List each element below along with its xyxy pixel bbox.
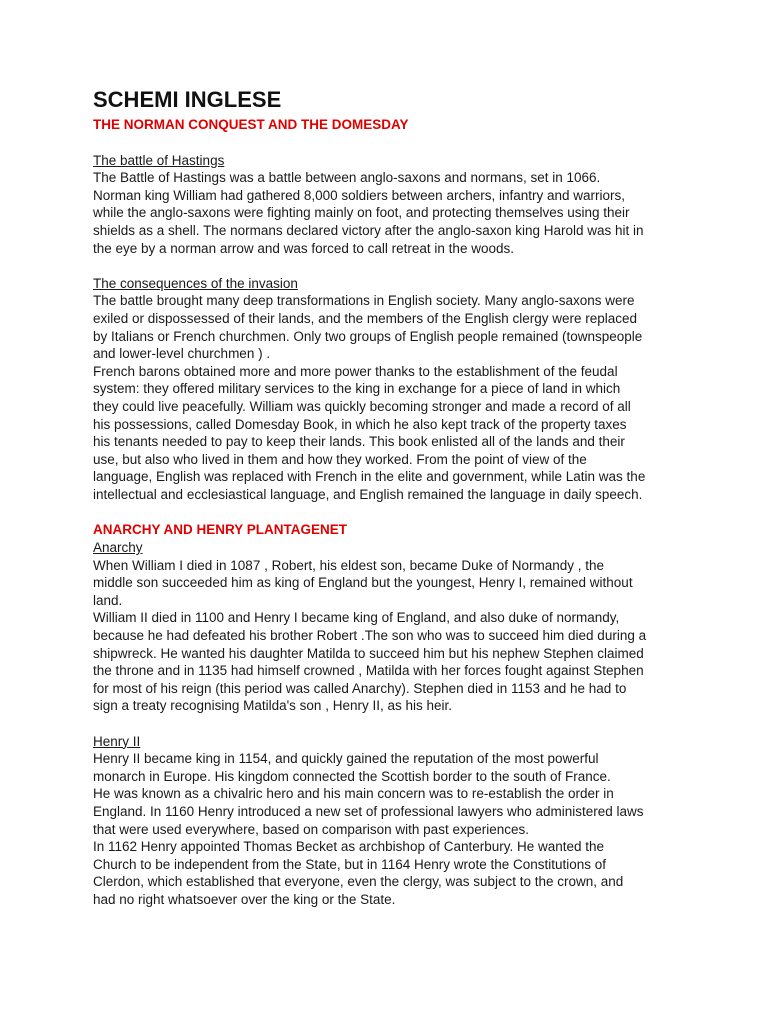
section-heading-norman-conquest: THE NORMAN CONQUEST AND THE DOMESDAY: [93, 117, 409, 132]
text-line: while the anglo-saxons were fighting mainly on foot, and protecting themselves using their: [93, 205, 630, 221]
text-line: system: they offered military services to the king in exchange for a piece of land in which: [93, 381, 621, 397]
text-line: French barons obtained more and more power thanks to the establishment of the feudal: [93, 363, 618, 379]
text-line: shields as a shell. The normans declared victory after the anglo-saxon king Harold was hit in: [93, 222, 644, 238]
spacer: [93, 503, 693, 521]
paragraph-anarchy: [93, 557, 693, 715]
text-line: and lower-level churchmen ) .: [93, 346, 271, 362]
subheading-henry-ii: Henry II: [93, 733, 141, 749]
text-line: The battle brought many deep transformations in English society. Many anglo-saxons were: [93, 293, 635, 309]
text-line: monarch in Europe. His kingdom connected the Scottish border to the south of France.: [93, 768, 611, 784]
text-line: Henry II became king in 1154, and quickly gained the reputation of the most powerful: [93, 751, 599, 767]
text-line: The Battle of Hastings was a battle between anglo-saxons and normans, set in 1066.: [93, 170, 601, 186]
text-line: because he had defeated his brother Robert .The son who was to succeed him died during a: [93, 628, 647, 644]
text-line: for most of his reign (this period was called Anarchy). Stephen died in 1153 and he had to: [93, 680, 627, 696]
text-line: by Italians or French churchmen. Only two groups of English people remained (townspeople: [93, 328, 643, 344]
paragraph-battle-of-hastings: [93, 169, 693, 257]
text-line: land.: [93, 592, 123, 608]
text-line: exiled or dispossessed of their lands, and the members of the English clergy were replaced: [93, 310, 638, 326]
subheading-consequences: The consequences of the invasion: [93, 275, 298, 291]
subheading-anarchy: Anarchy: [93, 540, 143, 556]
text-line: language, English was replaced with French in the elite and government, while Latin was the: [93, 469, 646, 485]
spacer: [93, 134, 693, 152]
text-line: He was known as a chivalric hero and his main concern was to re-establish the order in: [93, 786, 614, 802]
text-line: the eye by a norman arrow and was forced to call retreat in the woods.: [93, 240, 514, 256]
text-line: Clerdon, which established that everyone, even the clergy, was subject to the crown, and: [93, 874, 624, 890]
spacer: [93, 257, 693, 275]
section-heading-anarchy-henry: ANARCHY AND HENRY PLANTAGENET: [93, 522, 348, 538]
text-line: use, but also who lived in them and how they worked. From the point of view of the: [93, 451, 587, 467]
text-line: Norman king William had gathered 8,000 soldiers between archers, infantry and warriors,: [93, 187, 626, 203]
text-line: When William I died in 1087 , Robert, his eldest son, became Duke of Normandy , the: [93, 557, 604, 573]
text-line: William II died in 1100 and Henry I became king of England, and also duke of normandy,: [93, 610, 620, 626]
text-line: the throne and in 1135 had himself crowned , Matilda with her forces fought against Stephen: [93, 663, 644, 679]
text-line: shipwreck. He wanted his daughter Matilda to succeed him but his nephew Stephen claimed: [93, 645, 644, 661]
text-line: Church to be independent from the State, but in 1164 Henry wrote the Constitutions of: [93, 856, 607, 872]
text-line: middle son succeeded him as king of England but the youngest, Henry I, remained without: [93, 575, 633, 591]
text-line: sign a treaty recognising Matilda's son , Henry II, as his heir.: [93, 698, 452, 714]
text-line: they could live peacefully. William was quickly becoming stronger and made a record of all: [93, 398, 631, 414]
text-line: In 1162 Henry appointed Thomas Becket as archbishop of Canterbury. He wanted the: [93, 839, 605, 855]
text-line: his possessions, called Domesday Book, in which he also kept track of the property taxes: [93, 416, 627, 432]
text-line: that were used everywhere, based on comparison with past experiences.: [93, 821, 529, 837]
document-page: [93, 86, 693, 909]
paragraph-consequences: [93, 292, 693, 503]
spacer: [93, 715, 693, 733]
subheading-battle-of-hastings: The battle of Hastings: [93, 152, 225, 168]
text-line: his tenants needed to pay to keep their lands. This book enlisted all of the lands and their: [93, 434, 625, 450]
text-line: England. In 1160 Henry introduced a new set of professional lawyers who administered laws: [93, 803, 644, 819]
paragraph-henry-ii: [93, 750, 693, 908]
text-line: had no right whatsoever over the king or the State.: [93, 891, 396, 907]
text-line: intellectual and ecclesiastical language, and English remained the language in daily speech.: [93, 486, 643, 502]
document-title: SCHEMI INGLESE: [93, 87, 282, 112]
